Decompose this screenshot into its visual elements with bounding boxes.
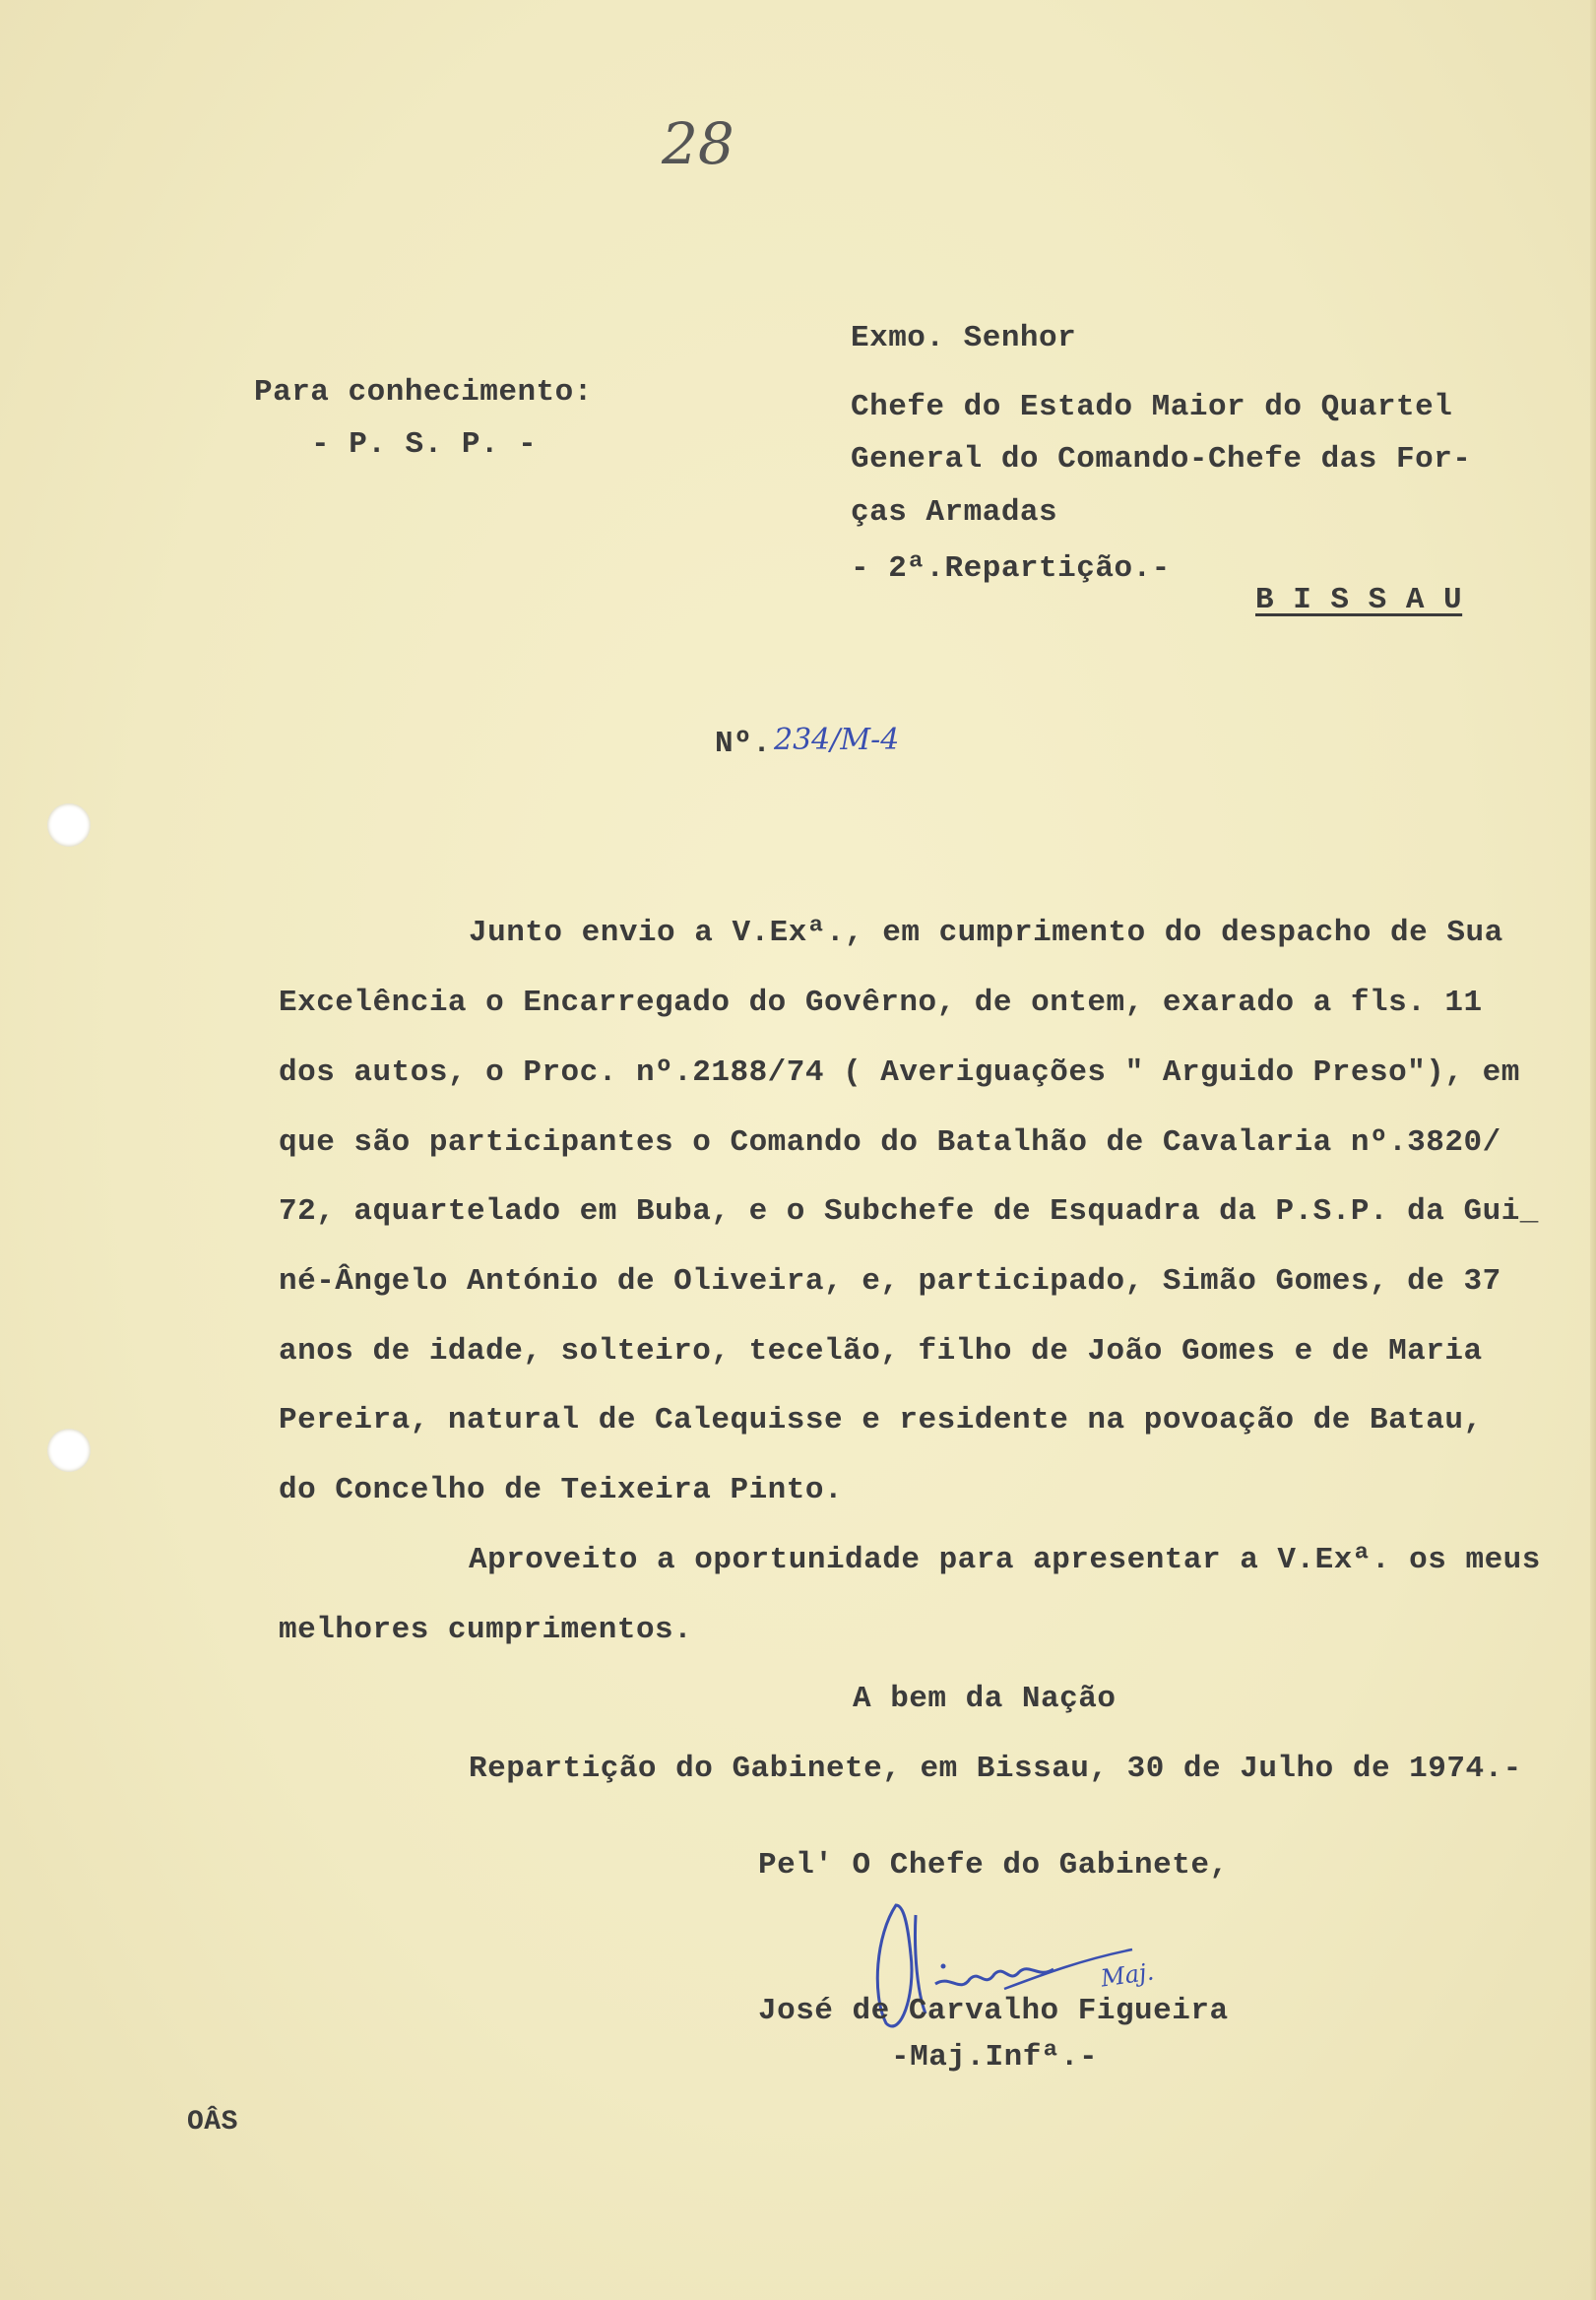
addressee-line-2: General do Comando-Chefe das For- xyxy=(851,442,1472,477)
motto: A bem da Nação xyxy=(853,1682,1117,1716)
punch-hole-top xyxy=(47,803,91,847)
signatory-rank: -Maj.Infª.- xyxy=(891,2040,1099,2075)
place-date: Repartição do Gabinete, em Bissau, 30 de Julho de 1974.- xyxy=(469,1752,1522,1786)
reference-prefix: Nº. xyxy=(715,727,772,761)
body-line-2: Excelência o Encarregado do Govêrno, de ontem, exarado a fls. 11 xyxy=(279,986,1483,1020)
body-line-8: Pereira, natural de Calequisse e residente na povoação de Batau, xyxy=(279,1403,1483,1438)
body-line-4: que são participantes o Comando do Batalhão de Cavalaria nº.3820/ xyxy=(279,1125,1501,1160)
signature-rank-note: Maj. xyxy=(1099,1957,1156,1993)
salutation: Exmo. Senhor xyxy=(851,321,1077,355)
closing-line-1: Aproveito a oportunidade para apresentar a V.Exª. os meus xyxy=(469,1543,1541,1577)
body-line-1: Junto envio a V.Exª., em cumprimento do despacho de Sua xyxy=(469,916,1503,950)
body-line-9: do Concelho de Teixeira Pinto. xyxy=(279,1473,844,1507)
paper-edge xyxy=(1590,0,1596,2300)
closing-line-2: melhores cumprimentos. xyxy=(279,1613,693,1647)
cc-recipient: - P. S. P. - xyxy=(311,427,538,462)
cc-label: Para conhecimento: xyxy=(254,375,593,410)
body-line-3: dos autos, o Proc. nº.2188/74 ( Averiguações " Arguido Preso"), em xyxy=(279,1055,1520,1090)
body-line-6: né-Ângelo António de Oliveira, e, participado, Simão Gomes, de 37 xyxy=(279,1264,1501,1299)
addressee-line-4: - 2ª.Repartição.- xyxy=(851,551,1171,586)
addressee-line-1: Chefe do Estado Maior do Quartel xyxy=(851,390,1453,424)
punch-hole-bottom xyxy=(47,1429,91,1472)
addressee-line-3: ças Armadas xyxy=(851,495,1058,530)
page-number: 28 xyxy=(662,110,734,177)
addressee-city: B I S S A U xyxy=(1255,583,1463,617)
typist-initials: OÂS xyxy=(187,2107,238,2138)
body-line-7: anos de idade, solteiro, tecelão, filho de João Gomes e de Maria xyxy=(279,1334,1483,1369)
body-line-5: 72, aquartelado em Buba, e o Subchefe de Esquadra da P.S.P. da Gui_ xyxy=(279,1194,1539,1229)
signatory-name: José de Carvalho Figueira xyxy=(758,1994,1229,2028)
reference-number: 234/M-4 xyxy=(774,723,900,757)
on-behalf: Pel' O Chefe do Gabinete, xyxy=(758,1848,1229,1883)
